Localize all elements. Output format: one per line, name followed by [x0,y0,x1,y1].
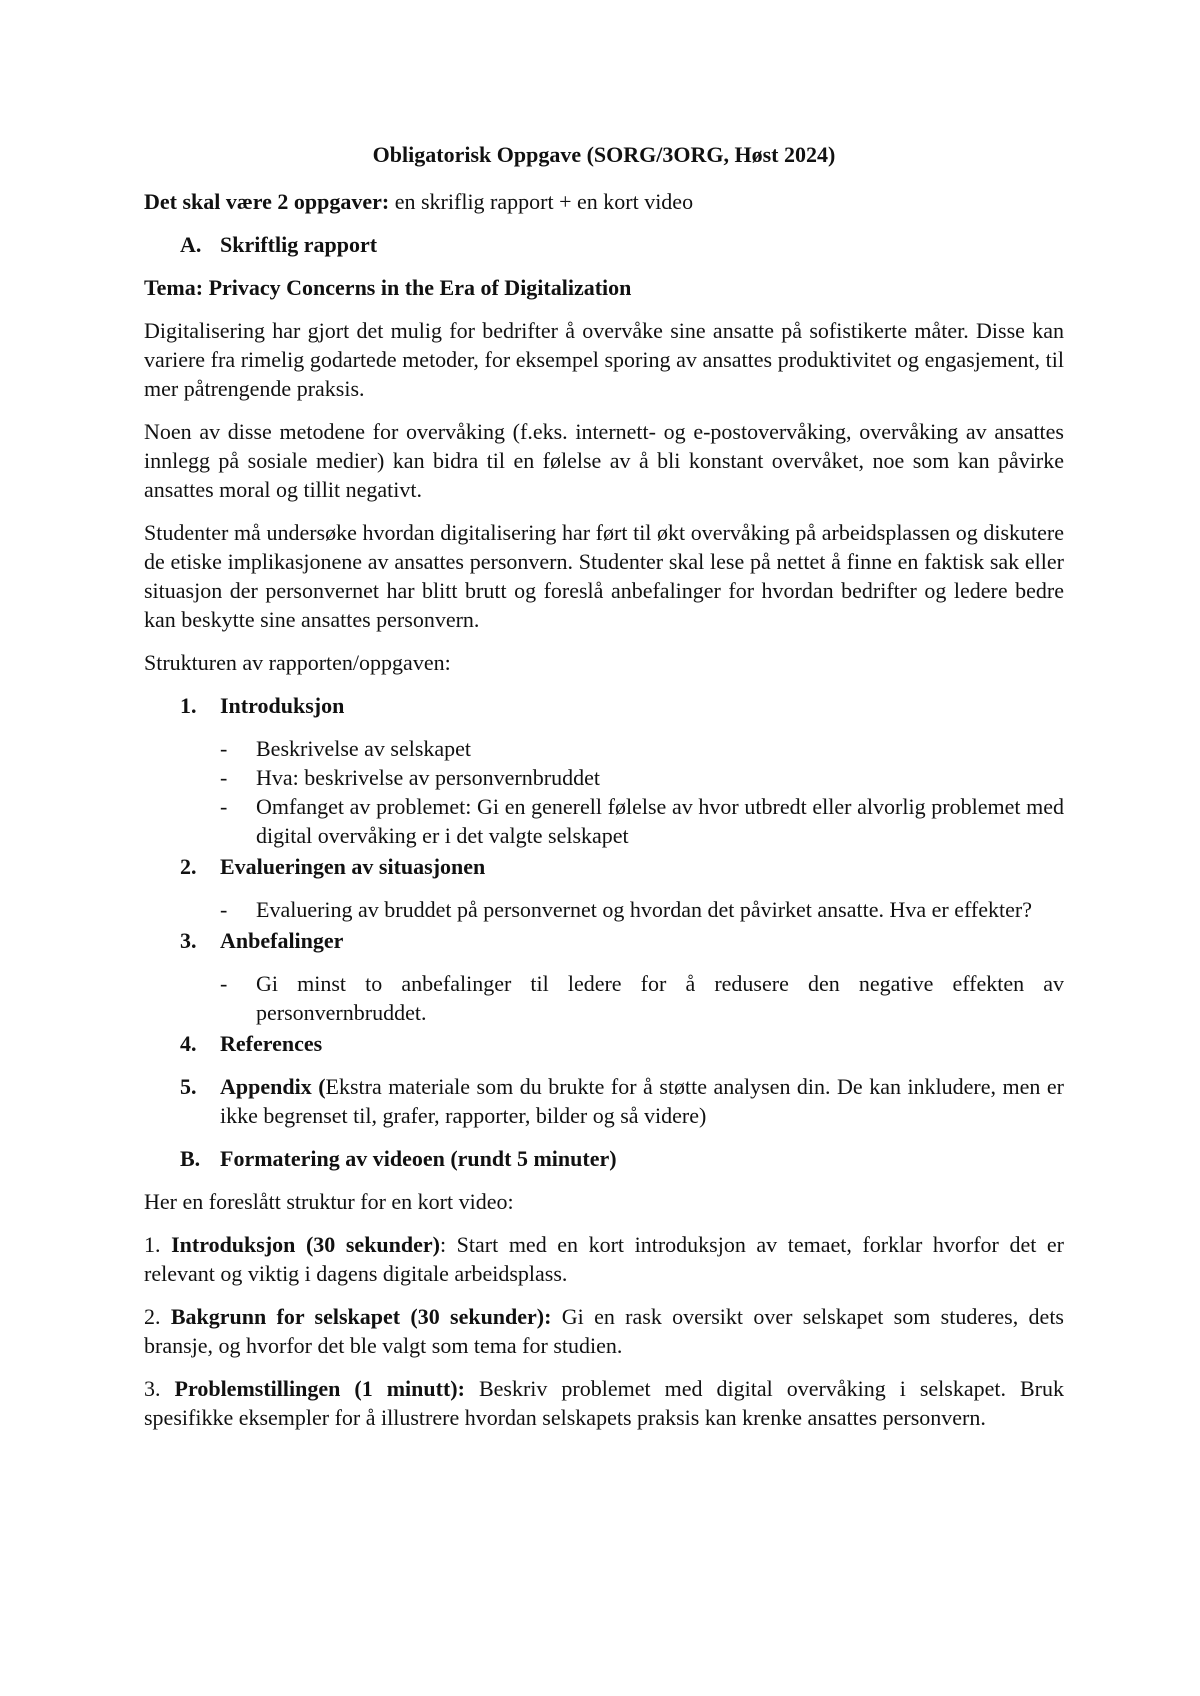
intro-bold: Det skal være 2 oppgaver: [144,189,390,214]
bullet-list [220,734,1064,850]
bullet-item: - Omfanget av problemet: Gi en generell følelse av hvor utbredt eller alvorlig problemet med digital overvåking er i det valgte selskapet [220,794,1064,848]
list-item [144,926,1064,1027]
paragraph-3: Studenter må undersøke hvordan digitalisering har ført til økt overvåking på arbeidsplassen og diskutere de etiske implikasjonene av ansattes personvern. Studenter skal lese på nettet å finne en faktisk sak eller situasjon der personvernet har blitt brutt og foreslå anbefalinger for hvordan bedrifter og ledere bedre kan beskytte sine ansattes personvern. [144,520,1064,632]
structure-intro: Strukturen av rapporten/oppgaven: [144,650,451,675]
list-item [144,1072,1064,1130]
item-number: 4. [180,1031,197,1056]
video-intro: Her en foreslått struktur for en kort video: [144,1189,514,1214]
video-item-3: 3. Problemstillingen (1 minutt): Beskriv problemet med digital overvåking i selskapet. Bruk spesifikke eksempler for å illustrere hvordan selskapets praksis kan krenke ansattes personvern. [144,1376,1065,1430]
intro-text: en skriflig rapport + en kort video [389,189,694,214]
section-b-marker: B. [180,1146,201,1171]
tema-text: Tema: Privacy Concerns in the Era of Digitalization [144,275,632,300]
item-number: 5. [180,1074,197,1099]
tema-heading [144,273,1064,302]
item-text: Ekstra materiale som du brukte for å støtte analysen din. De kan inkludere, men er ikke begrenset til, grafer, rapporter, bilder og så videre) [220,1074,1064,1128]
document-page [144,140,1064,1446]
paragraph-1: Digitalisering har gjort det mulig for bedrifter å overvåke sine ansatte på sofistikerte måter. Disse kan variere fra rimelig godartede metoder, for eksempel sporing av ansattes produktivitet og engasjement, til mer påtrengende praksis. [144,318,1064,401]
bullet-list [220,969,1064,1027]
video-item-2: 2. Bakgrunn for selskapet (30 sekunder): Gi en rask oversikt over selskapet som studeres, dets bransje, og hvorfor det ble valgt som tema for studien. [144,1304,1064,1358]
item-label: Introduksjon [220,693,345,718]
list-item [144,852,1064,924]
paragraph-2: Noen av disse metodene for overvåking (f.eks. internett- og e-postovervåking, overvåking av ansattes innlegg på sosiale medier) kan bidra til en følelse av å bli konstant overvåket, noe som kan påvirke ansattes moral og tillit negativt. [144,419,1064,502]
bullet-item: - Beskrivelse av selskapet [220,736,472,761]
document-title: Obligatorisk Oppgave (SORG/3ORG, Høst 2024) [372,142,836,167]
section-a-title: Skriftlig rapport [220,232,378,257]
video-item-1: 1. Introduksjon (30 sekunder): Start med en kort introduksjon av temaet, forklar hvorfor det er relevant og viktig i dagens digitale arbeidsplass. [144,1232,1064,1286]
item-number: 3. [180,928,197,953]
item-label: Appendix ( [220,1074,326,1099]
item-label: Evalueringen av situasjonen [220,854,486,879]
section-b-title: Formatering av videoen (rundt 5 minuter) [220,1146,617,1171]
bullet-list [220,895,1064,924]
list-item [144,691,1064,850]
section-a-heading [144,230,1064,259]
section-b-heading [144,1144,1064,1173]
item-label: References [220,1031,323,1056]
item-number: 2. [180,854,197,879]
section-a-marker: A. [180,232,202,257]
bullet-item: - Evaluering av bruddet på personvernet og hvordan det påvirket ansatte. Hva er effekter? [220,897,1032,922]
bullet-item: - Hva: beskrivelse av personvernbruddet [220,765,600,790]
item-label: Anbefalinger [220,928,344,953]
structure-list [144,691,1064,1130]
bullet-item: - Gi minst to anbefalinger til ledere for å redusere den negative effekten av personvernbruddet. [220,971,1064,1025]
intro-paragraph [144,187,1064,216]
list-item [144,1029,1064,1058]
item-number: 1. [180,693,197,718]
